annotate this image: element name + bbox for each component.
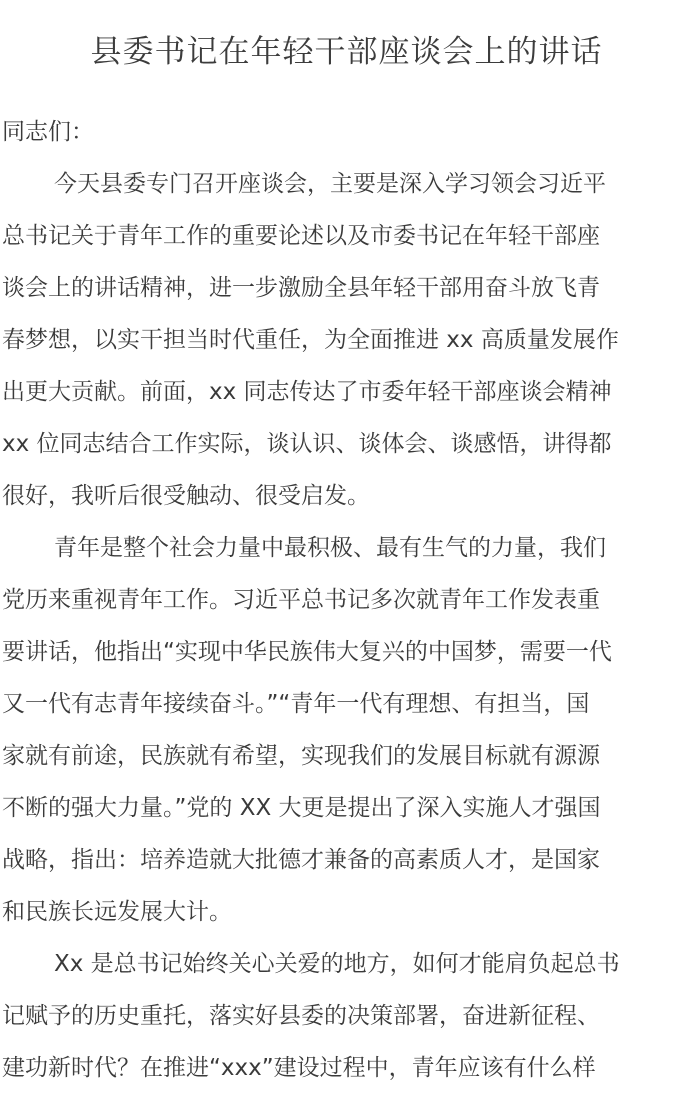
document-title: 县委书记在年轻干部座谈会上的讲话 (90, 34, 603, 70)
paragraph-2-line-8: 和民族长远发展大计。 (2, 899, 232, 925)
paragraph-2-line-6: 不断的强大力量。”党的 XX 大更是提出了深入实施人才强国 (2, 795, 601, 821)
document-body (2, 106, 692, 1094)
paragraph-1-line-3: 谈会上的讲话精神，进一步激励全县年轻干部用奋斗放飞青 (2, 275, 600, 301)
paragraph-2-line-2: 党历来重视青年工作。习近平总书记多次就青年工作发表重 (2, 587, 600, 613)
paragraph-2-line-5: 家就有前途，民族就有希望，实现我们的发展目标就有源源 (2, 743, 600, 769)
paragraph-2-line-4: 又一代有志青年接续奋斗。”“青年一代有理想、有担当，国 (2, 691, 590, 717)
paragraph-1-line-2: 总书记关于青年工作的重要论述以及市委书记在年轻干部座 (2, 223, 600, 249)
paragraph-2-line-1: 青年是整个社会力量中最积极、最有生气的力量，我们 (54, 535, 606, 561)
salutation-line: 同志们： (2, 119, 94, 145)
paragraph-3-line-1: Xx 是总书记始终关心关爱的地方，如何才能肩负起总书 (54, 951, 620, 977)
paragraph-1-line-6: xx 位同志结合工作实际，谈认识、谈体会、谈感悟，讲得都 (2, 431, 612, 457)
paragraph-3-line-3: 建功新时代？在推进“xxx”建设过程中，青年应该有什么样 (2, 1055, 596, 1081)
paragraph-2-line-7: 战略，指出：培养造就大批德才兼备的高素质人才，是国家 (2, 847, 600, 873)
paragraph-1-line-7: 很好，我听后很受触动、很受启发。 (2, 483, 370, 509)
paragraph-3-line-2: 记赋予的历史重托，落实好县委的决策部署，奋进新征程、 (2, 1003, 600, 1029)
paragraph-2-line-3: 要讲话，他指出“实现中华民族伟大复兴的中国梦，需要一代 (2, 639, 612, 665)
paragraph-1-line-4: 春梦想，以实干担当时代重任，为全面推进 xx 高质量发展作 (2, 327, 619, 353)
paragraph-1-line-5: 出更大贡献。前面，xx 同志传达了市委年轻干部座谈会精神 (2, 379, 612, 405)
paragraph-1-line-1: 今天县委专门召开座谈会，主要是深入学习领会习近平 (54, 171, 606, 197)
